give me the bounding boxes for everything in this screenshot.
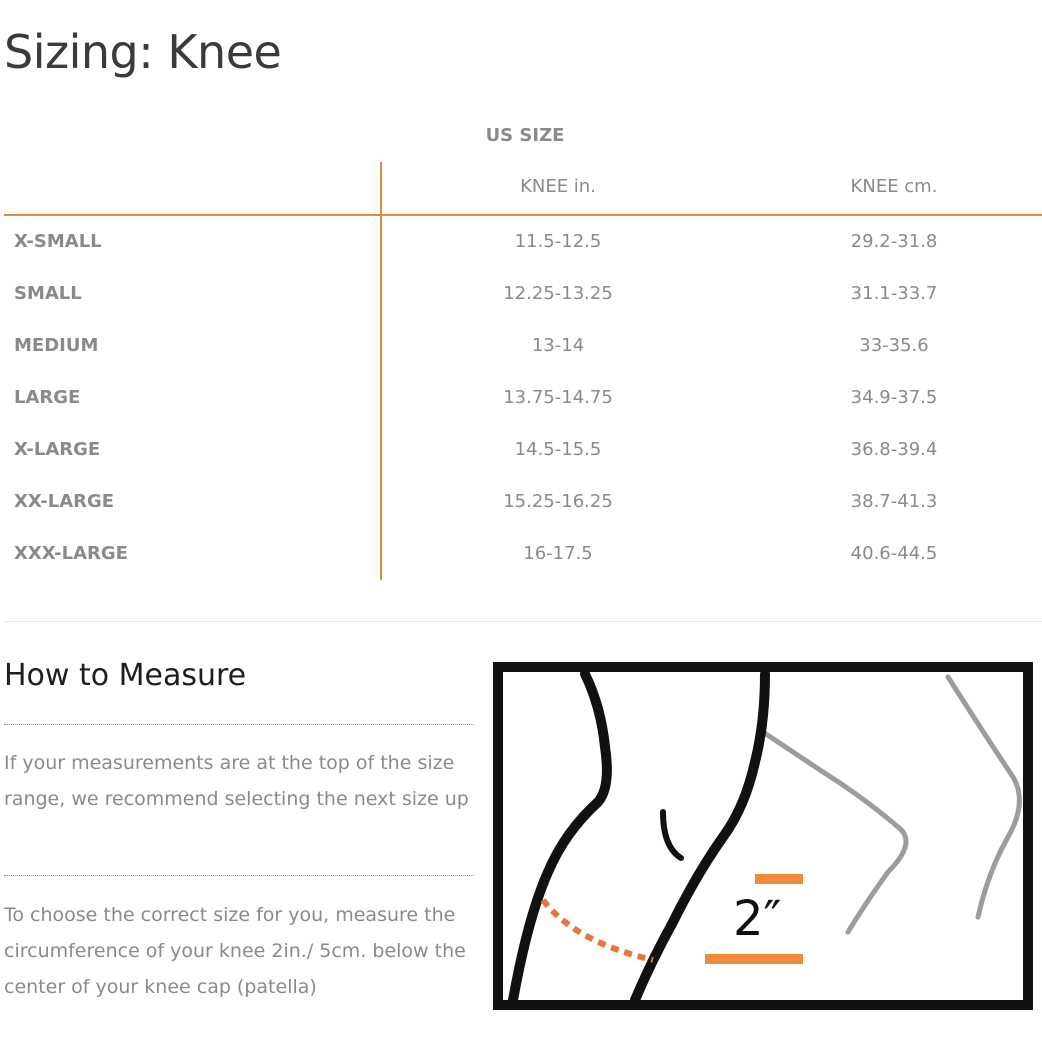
- size-label: LARGE: [14, 387, 81, 408]
- knee-in-value: 11.5-12.5: [514, 231, 602, 252]
- column-header-knee-in: KNEE in.: [520, 176, 596, 197]
- size-label: XX-LARGE: [14, 491, 115, 512]
- size-label: SMALL: [14, 283, 82, 304]
- knee-in-value: 13-14: [531, 335, 585, 356]
- table-row: [4, 320, 1042, 372]
- knee-cm-value: 31.1-33.7: [850, 283, 938, 304]
- knee-in-value: 12.25-13.25: [503, 283, 613, 304]
- dotted-divider: [4, 875, 474, 876]
- diagram-distance-label: 2″: [733, 891, 782, 947]
- size-label: MEDIUM: [14, 335, 99, 356]
- knee-cm-value: 33-35.6: [859, 335, 929, 356]
- us-size-header: US SIZE: [485, 125, 565, 146]
- knee-in-value: 15.25-16.25: [503, 491, 613, 512]
- knee-cm-value: 36.8-39.4: [850, 439, 938, 460]
- knee-cm-value: 29.2-31.8: [850, 231, 938, 252]
- knee-in-value: 16-17.5: [523, 543, 593, 564]
- size-label: XXX-LARGE: [14, 543, 128, 564]
- measure-instruction-text: To choose the correct size for you, measure the circumference of your knee 2in./ 5cm. below the center of your knee cap (patella): [4, 904, 466, 998]
- size-label: X-SMALL: [14, 231, 102, 252]
- measure-bar-top: [755, 874, 803, 884]
- knee-in-value: 13.75-14.75: [503, 387, 613, 408]
- table-row: [4, 476, 1042, 528]
- knee-measurement-diagram: [493, 662, 1033, 1012]
- measure-tip-text: If your measurements are at the top of the size range, we recommend selecting the next size up: [4, 752, 469, 810]
- size-label: X-LARGE: [14, 439, 101, 460]
- table-row: [4, 268, 1042, 320]
- table-row: [4, 216, 1042, 268]
- dotted-divider: [4, 724, 474, 725]
- knee-cm-value: 40.6-44.5: [850, 543, 938, 564]
- table-row: [4, 372, 1042, 424]
- page-title: Sizing: Knee: [4, 25, 282, 79]
- knee-in-value: 14.5-15.5: [514, 439, 602, 460]
- knee-cm-value: 34.9-37.5: [850, 387, 938, 408]
- table-row: [4, 424, 1042, 476]
- table-row: [4, 528, 1042, 580]
- measure-bar-bottom: [705, 954, 803, 964]
- how-to-measure-title: How to Measure: [4, 658, 247, 693]
- section-divider: [4, 621, 1042, 622]
- column-header-knee-cm: KNEE cm.: [850, 176, 938, 197]
- knee-cm-value: 38.7-41.3: [850, 491, 938, 512]
